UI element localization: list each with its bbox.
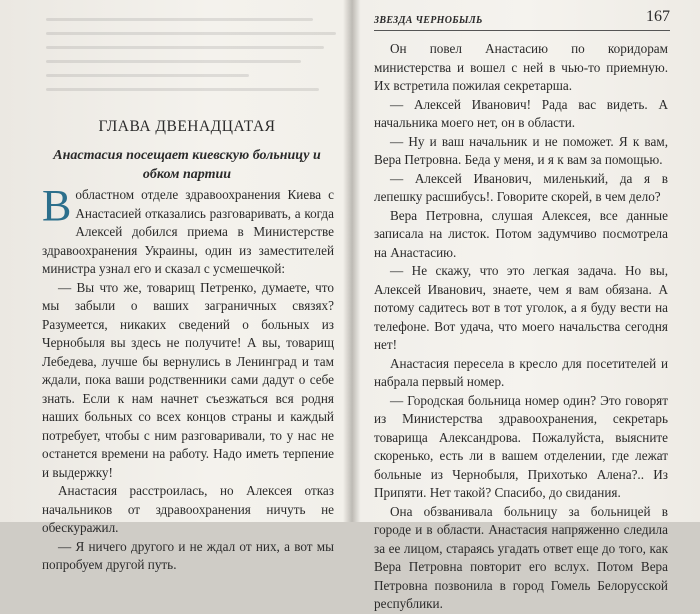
paragraph: Он повел Анастасию по коридорам министерства и вошел с ней в чью-то приемную. Их встретила пожилая секретарша. bbox=[374, 41, 668, 93]
paragraph: — Вы что же, товарищ Петренко, думаете, что мы забыли о ваших заграничных связях? Разумеется, никаких сведений о больных из Чернобыля вы здесь не получите! А вы, товарищ Лебедева, лучше бы вернулись в Ленинград и там ждали, пока ваши родственники сами дадут о себе знать. Если к нам начнет съезжаться вся родня наших больных со всех концов страны и каждый потребует, чтобы с ним разговаривали, то у нас не останется времени на работу. Надо иметь терпение и выдержку! bbox=[42, 279, 334, 480]
paragraph: — Городская больница номер один? Это говорят из Министерства здравоохранения, секретарь товарища Александрова. Пожалуйста, выясните скоренько, есть ли в вашем отделении, где лежат больные из Чернобыля, Прихотько Алена?.. Из Припяти. Нет такой? Спасибо, до свидания. bbox=[374, 392, 668, 500]
paragraph: — Я ничего другого и не ждал от них, а вот мы попробуем другой путь. bbox=[42, 538, 334, 572]
paragraph: Анастасия расстроилась, но Алексея отказ начальников от здравоохранения ничуть не обескуражил. bbox=[42, 483, 334, 535]
paragraph: — Алексей Иванович! Рада вас видеть. А начальника моего нет, он в области. bbox=[374, 96, 668, 130]
running-title: ЗВЕЗДА ЧЕРНОБЫЛЬ bbox=[374, 15, 483, 26]
paragraph: — Не скажу, что это легкая задача. Но вы, Алексей Иванович, знаете, чем я вам обязана. А потому садитесь вот в тот уголок, а я буду вести на телефоне. Вот удача, что моего начальства сегодня нет! bbox=[374, 263, 668, 352]
page-number: 167 bbox=[646, 8, 670, 25]
right-body-text bbox=[374, 40, 668, 614]
bleed-through-text bbox=[46, 18, 336, 98]
left-page bbox=[0, 0, 350, 572]
paragraph: Вера Петровна, слушая Алексея, все данные записала на листок. Потом задумчиво посмотрела на Анастасию. bbox=[374, 207, 668, 260]
paragraph: Она обзванивала больницу за больницей в городе и в области. Анастасия напряженно следила за ее лицом, стараясь угадать ответ еще до того, как Вера Петровна повторит его вслух. Потом Вера Петровна позвонила в город Гомель Белорусской республики. bbox=[374, 503, 668, 611]
drop-cap: В bbox=[42, 181, 72, 230]
chapter-title: ГЛАВА ДВЕНАДЦАТАЯ bbox=[98, 118, 276, 135]
left-body-text bbox=[42, 181, 334, 575]
right-page bbox=[350, 0, 700, 611]
chapter-subtitle: Анастасия посещает киевскую больницу и обком партии bbox=[53, 148, 321, 182]
paragraph: Вобластном отделе здравоохранения Киева с Анастасией отказались разговаривать, а когда Алексей добился приема в Министерстве здравоохранения Украины, один из заместителей министра узнал его и сказал с усмешечкой: bbox=[42, 181, 334, 276]
paragraph: — Ну и ваш начальник и не поможет. Я к вам, Вера Петровна. Беда у меня, и я к вам за помощью. bbox=[374, 133, 668, 167]
paragraph: Анастасия пересела в кресло для посетителей и набрала первый номер. bbox=[374, 355, 668, 389]
paragraph: — Алексей Иванович, миленький, да я в лепешку расшибусь!. Говорите скорей, в чем дело? bbox=[374, 170, 668, 204]
running-header bbox=[374, 8, 670, 31]
